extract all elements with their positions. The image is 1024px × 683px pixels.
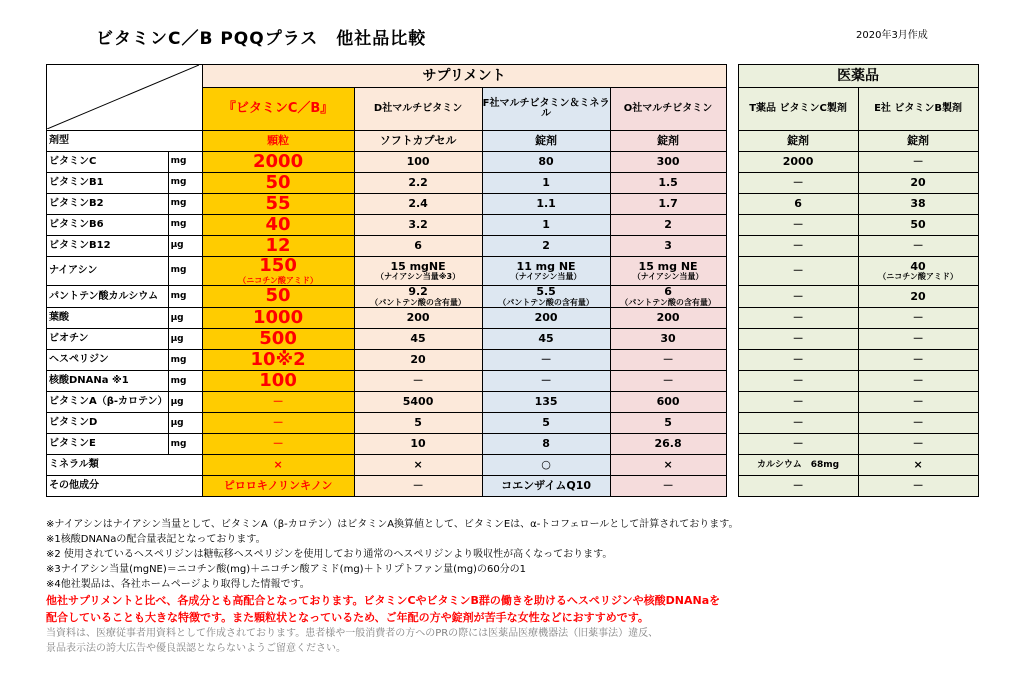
table-cell [610, 350, 726, 371]
table-cell [202, 257, 354, 286]
note-line: ※1核酸DNANaの配合量表記となっております。 [46, 534, 266, 545]
cell-value: － [792, 264, 804, 278]
cell-value: － [412, 374, 424, 388]
table-cell [610, 286, 726, 308]
table-cell [610, 476, 726, 497]
row-label: ビオチン [47, 329, 169, 350]
table-cell [738, 215, 858, 236]
cell-value: 135 [534, 395, 558, 409]
table-cell [202, 131, 354, 152]
table-cell [858, 131, 978, 152]
creation-date: 2020年3月作成 [856, 30, 928, 41]
cell-value: コエンザイムQ10 [501, 479, 591, 493]
cell-value: － [792, 311, 804, 325]
cell-value: 20 [910, 176, 926, 190]
row-unit: μg [168, 413, 202, 434]
cell-value: － [540, 374, 552, 388]
table-cell [610, 194, 726, 215]
cell-value: － [912, 479, 924, 493]
table-cell [610, 131, 726, 152]
table-cell [610, 329, 726, 350]
cell-value: － [912, 395, 924, 409]
row-unit: μg [168, 392, 202, 413]
table-cell [354, 286, 482, 308]
table-row [47, 236, 979, 257]
cell-value: － [792, 479, 804, 493]
table-cell [202, 350, 354, 371]
cell-value: － [540, 353, 552, 367]
row-unit: mg [168, 434, 202, 455]
row-label: ナイアシン [47, 257, 169, 286]
cell-value: 5400 [402, 395, 434, 409]
cell-value: － [912, 332, 924, 346]
row-label: 核酸DNANa ※1 [47, 371, 169, 392]
table-cell [202, 152, 354, 173]
cell-value: － [792, 289, 804, 303]
table-cell [610, 173, 726, 194]
cell-value: － [792, 374, 804, 388]
table-cell [738, 413, 858, 434]
table-cell [354, 257, 482, 286]
table-cell [482, 371, 610, 392]
table-cell [858, 476, 978, 497]
table-cell [354, 308, 482, 329]
table-cell [482, 413, 610, 434]
table-row [47, 350, 979, 371]
cell-value: － [272, 395, 284, 409]
table-cell [738, 329, 858, 350]
cell-value: 200 [406, 311, 430, 325]
cell-value: 50 [910, 218, 926, 232]
table-cell [858, 257, 978, 286]
cell-value: 200 [534, 311, 558, 325]
row-unit: mg [168, 194, 202, 215]
table-cell [354, 455, 482, 476]
table-cell [354, 329, 482, 350]
cell-value: 2 [542, 239, 550, 253]
cell-value: 20 [410, 353, 426, 367]
cell-value: 10※2 [250, 349, 306, 370]
table-cell [738, 131, 858, 152]
table-cell [610, 257, 726, 286]
table-cell [202, 236, 354, 257]
row-label: その他成分 [47, 476, 203, 497]
col-header-f-company: F社マルチビタミン＆ミネラル [482, 88, 610, 131]
table-cell [738, 371, 858, 392]
cell-value: 6 [794, 197, 802, 211]
row-label: ビタミンC [47, 152, 169, 173]
cell-value: 錠剤 [657, 134, 680, 148]
table-cell [858, 286, 978, 308]
table-cell [858, 236, 978, 257]
table-cell [738, 476, 858, 497]
table-cell [610, 392, 726, 413]
row-label: 葉酸 [47, 308, 169, 329]
row-label: ミネラル類 [47, 455, 203, 476]
cell-value: 6 [664, 285, 672, 299]
table-cell [354, 392, 482, 413]
cell-value: － [792, 437, 804, 451]
table-cell [354, 236, 482, 257]
row-label: ヘスペリジン [47, 350, 169, 371]
cell-value: － [792, 332, 804, 346]
table-cell [858, 215, 978, 236]
row-label: パントテン酸カルシウム [47, 286, 169, 308]
cell-value: － [912, 437, 924, 451]
table-cell [354, 476, 482, 497]
cell-value: 100 [259, 370, 297, 391]
cell-value: 9.2 [408, 285, 428, 299]
table-cell [202, 308, 354, 329]
table-cell [858, 455, 978, 476]
table-cell [202, 371, 354, 392]
row-unit: mg [168, 173, 202, 194]
table-row [47, 194, 979, 215]
cell-value: － [272, 416, 284, 430]
table-cell [202, 392, 354, 413]
row-label: ビタミンB6 [47, 215, 169, 236]
table-cell [610, 413, 726, 434]
cell-value: 錠剤 [907, 134, 930, 148]
row-unit: mg [168, 257, 202, 286]
col-header-d-company: D社マルチビタミン [354, 88, 482, 131]
table-cell [202, 215, 354, 236]
table-cell [858, 371, 978, 392]
diagonal-line [47, 65, 199, 129]
cell-value: 45 [538, 332, 554, 346]
cell-value: 40 [910, 259, 926, 273]
table-cell [482, 350, 610, 371]
row-label: ビタミンD [47, 413, 169, 434]
row-label: ビタミンB12 [47, 236, 169, 257]
table-cell [482, 236, 610, 257]
note-line: ※2 使用されているヘスペリジンは糖転移ヘスペリジンを使用しており通常のヘスペリジンより吸収性が高くなっております。 [46, 549, 613, 560]
cell-value: 5 [542, 416, 550, 430]
cell-value: 5 [414, 416, 422, 430]
table-cell [738, 434, 858, 455]
cell-subnote: （パントテン酸の含有量） [370, 297, 466, 307]
cell-value: 26.8 [654, 437, 682, 451]
cell-value: 50 [265, 285, 291, 307]
table-cell [354, 131, 482, 152]
table-row [47, 173, 979, 194]
cell-value: 顆粒 [267, 134, 290, 148]
cell-value: 2.2 [408, 176, 428, 190]
table-row [47, 131, 979, 152]
row-label: ビタミンA（β-カロテン） [47, 392, 169, 413]
col-header-e-company: E社 ビタミンB製剤 [858, 88, 978, 131]
cell-value: 30 [660, 332, 676, 346]
table-cell [482, 215, 610, 236]
disclaimer-line: 当資料は、医療従事者用資料として作成されております。患者様や一般消費者の方へのPRの際には医薬品医療機器法（旧薬事法）違反、 [46, 628, 659, 639]
cell-value: 2000 [782, 155, 814, 169]
row-unit: μg [168, 329, 202, 350]
column-gap [726, 65, 738, 497]
table-row [47, 455, 979, 476]
cell-value: 200 [656, 311, 680, 325]
row-label: ビタミンB2 [47, 194, 169, 215]
table-row [47, 434, 979, 455]
cell-subnote: （ニコチン酸アミド） [878, 272, 958, 282]
cell-value: 1 [542, 176, 550, 190]
table-cell [610, 308, 726, 329]
cell-value: － [792, 353, 804, 367]
note-line: ※3ナイアシン当量(mgNE)＝ニコチン酸(mg)＋ニコチン酸アミド(mg)＋トリプトファン量(mg)の60分の1 [46, 564, 527, 575]
cell-value: － [272, 437, 284, 451]
cell-value: 12 [265, 235, 291, 256]
cell-value: 5.5 [536, 285, 556, 299]
table-cell [858, 434, 978, 455]
note-line: ※ナイアシンはナイアシン当量として、ビタミンA（β-カロテン）はビタミンA換算値として、ビタミンEは、α-トコフェロールとして計算されております。 [46, 519, 739, 530]
cell-value: 2 [664, 218, 672, 232]
page-title: ビタミンC／B PQQプラス 他社品比較 [96, 29, 427, 49]
cell-value: － [912, 353, 924, 367]
table-cell [354, 152, 482, 173]
col-header-t-pharma: T薬品 ビタミンC製剤 [738, 88, 858, 131]
table-cell [858, 152, 978, 173]
cell-value: × [273, 458, 283, 472]
row-unit: μg [168, 308, 202, 329]
cell-value: 50 [265, 172, 291, 193]
table-cell [610, 152, 726, 173]
table-cell [354, 194, 482, 215]
cell-subnote: （ナイアシン当量） [632, 272, 704, 282]
table-cell [738, 455, 858, 476]
cell-subnote: （ニコチン酸アミド） [238, 275, 318, 285]
table-row [47, 371, 979, 392]
cell-value: 10 [410, 437, 426, 451]
table-cell [482, 434, 610, 455]
table-cell [354, 350, 482, 371]
cell-subnote: （ナイアシン当量） [510, 272, 582, 282]
highlight-line: 他社サプリメントと比べ、各成分とも高配合となっております。ビタミンCやビタミンB群の働きを助けるヘスペリジンや核酸DNANaを [46, 594, 721, 607]
table-cell [738, 392, 858, 413]
table-cell [202, 413, 354, 434]
highlight-line: 配合していることも大きな特徴です。また顆粒状となっているため、ご年配の方や錠剤が苦手な女性などにおすすめです。 [46, 611, 649, 624]
table-cell [738, 173, 858, 194]
cell-value: 6 [414, 239, 422, 253]
table-row [47, 215, 979, 236]
row-unit: μg [168, 236, 202, 257]
table-cell [610, 455, 726, 476]
cell-value: 3 [664, 239, 672, 253]
table-cell [482, 257, 610, 286]
table-cell [354, 215, 482, 236]
row-label: 剤型 [47, 131, 203, 152]
table-cell [858, 173, 978, 194]
table-row [47, 476, 979, 497]
table-cell [482, 152, 610, 173]
table-cell [482, 194, 610, 215]
cell-value: － [792, 239, 804, 253]
table-row [47, 257, 979, 286]
table-cell [738, 286, 858, 308]
table-cell [482, 455, 610, 476]
comparison-table [46, 64, 979, 497]
cell-value: － [912, 374, 924, 388]
cell-subnote: （パントテン酸の含有量） [620, 297, 716, 307]
row-label: ビタミンB1 [47, 173, 169, 194]
corner-cell [47, 65, 203, 131]
table-cell [482, 131, 610, 152]
table-cell [202, 173, 354, 194]
cell-value: 1.5 [658, 176, 678, 190]
group-header-medicine: 医薬品 [738, 65, 978, 88]
table-cell [858, 308, 978, 329]
table-cell [610, 236, 726, 257]
col-header-vitamin-cb: 『ビタミンC／B』 [202, 88, 354, 131]
cell-value: － [912, 239, 924, 253]
table-cell [354, 371, 482, 392]
cell-value: － [912, 416, 924, 430]
cell-value: － [912, 311, 924, 325]
row-unit: mg [168, 350, 202, 371]
cell-value: 55 [265, 193, 291, 214]
cell-value: × [663, 458, 673, 472]
cell-value: － [662, 479, 674, 493]
table-row [47, 286, 979, 308]
cell-value: 100 [406, 155, 430, 169]
cell-value: 錠剤 [535, 134, 558, 148]
table-cell [482, 329, 610, 350]
group-header-supplement: サプリメント [202, 65, 726, 88]
cell-value: － [662, 374, 674, 388]
cell-value: 1.1 [536, 197, 556, 211]
cell-value: － [792, 416, 804, 430]
cell-value: 20 [910, 289, 926, 303]
table-cell [858, 329, 978, 350]
cell-value: × [913, 458, 923, 472]
cell-value: ソフトカプセル [379, 134, 457, 148]
table-row [47, 413, 979, 434]
table-cell [738, 350, 858, 371]
cell-value: － [662, 353, 674, 367]
table-cell [858, 392, 978, 413]
table-cell [354, 173, 482, 194]
table-cell [610, 215, 726, 236]
cell-value: － [792, 395, 804, 409]
table-cell [482, 476, 610, 497]
col-header-o-company: O社マルチビタミン [610, 88, 726, 131]
table-cell [482, 392, 610, 413]
row-unit: mg [168, 152, 202, 173]
cell-value: 1 [542, 218, 550, 232]
cell-value: ピロロキノリンキノン [223, 479, 333, 493]
table-cell [202, 476, 354, 497]
cell-value: 3.2 [408, 218, 428, 232]
notes-section [46, 517, 1006, 656]
table-cell [354, 434, 482, 455]
table-cell [202, 286, 354, 308]
cell-value: 300 [656, 155, 680, 169]
cell-value: 15 mgNE [390, 259, 446, 273]
cell-value: － [792, 176, 804, 190]
cell-value: － [792, 218, 804, 232]
table-row [47, 392, 979, 413]
cell-value: × [413, 458, 423, 472]
cell-value: 40 [265, 214, 291, 235]
table-cell [610, 434, 726, 455]
cell-value: カルシウム 68mg [757, 459, 840, 470]
cell-value: 錠剤 [787, 134, 810, 148]
table-cell [738, 152, 858, 173]
table-row [47, 152, 979, 173]
table-cell [738, 236, 858, 257]
table-cell [202, 455, 354, 476]
table-cell [858, 350, 978, 371]
cell-value: 45 [410, 332, 426, 346]
cell-value: 80 [538, 155, 554, 169]
cell-value: 15 mg NE [638, 259, 698, 273]
table-cell [858, 194, 978, 215]
cell-value: 11 mg NE [516, 259, 576, 273]
table-cell [858, 413, 978, 434]
cell-value: ○ [541, 458, 551, 472]
row-unit: mg [168, 371, 202, 392]
cell-value: 600 [656, 395, 680, 409]
table-cell [354, 413, 482, 434]
cell-subnote: （パントテン酸の含有量） [498, 297, 594, 307]
table-cell [738, 257, 858, 286]
cell-subnote: （ナイアシン当量※3） [376, 272, 461, 282]
table-cell [738, 308, 858, 329]
cell-value: 500 [259, 328, 297, 349]
table-cell [482, 173, 610, 194]
cell-value: 8 [542, 437, 550, 451]
table-cell [482, 308, 610, 329]
cell-value: 1000 [253, 307, 304, 328]
cell-value: 38 [910, 197, 926, 211]
cell-value: 2.4 [408, 197, 428, 211]
cell-value: － [412, 479, 424, 493]
cell-value: 5 [664, 416, 672, 430]
table-cell [202, 434, 354, 455]
table-cell [738, 194, 858, 215]
note-line: ※4他社製品は、各社ホームページより取得した情報です。 [46, 579, 310, 590]
table-row [47, 308, 979, 329]
table-cell [482, 286, 610, 308]
row-label: ビタミンE [47, 434, 169, 455]
disclaimer-line: 景品表示法の誇大広告や優良誤認とならないようご留意ください。 [46, 643, 346, 654]
table-row [47, 329, 979, 350]
cell-value: 150 [259, 256, 297, 276]
row-unit: mg [168, 286, 202, 308]
table-cell [202, 194, 354, 215]
table-cell [610, 371, 726, 392]
cell-value: 2000 [253, 151, 304, 172]
table-cell [202, 329, 354, 350]
cell-value: 1.7 [658, 197, 678, 211]
row-unit: mg [168, 215, 202, 236]
cell-value: － [912, 155, 924, 169]
